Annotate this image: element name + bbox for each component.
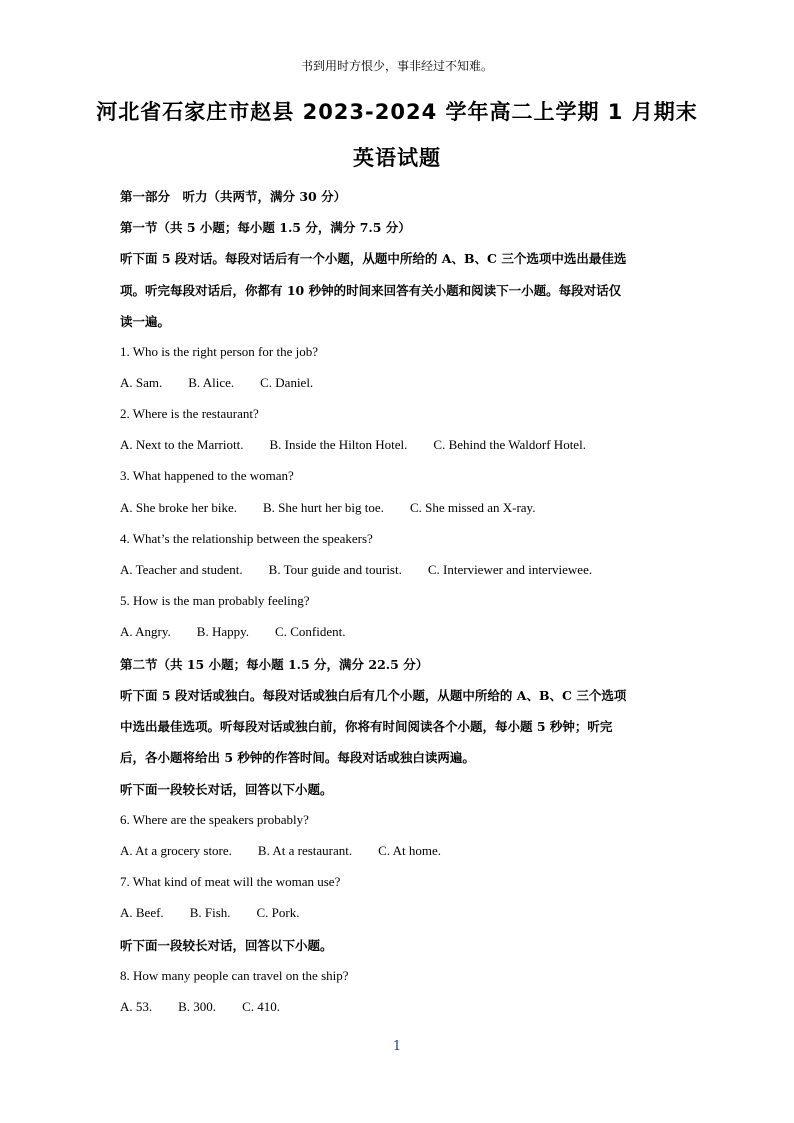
section2-instruction: 听下面 5 段对话或独白。每段对话或独白后有几个小题，从题中所给的 A、B、C 三个选项	[120, 688, 627, 703]
option: C. Interviewer and interviewee.	[427, 562, 593, 577]
question-options	[120, 437, 680, 453]
part1-heading: 第一部分 听力（共两节，满分 30 分）	[120, 189, 347, 204]
option: A. Next to the Marriott.	[120, 437, 244, 452]
question-text: 6. Where are the speakers probably?	[120, 812, 309, 827]
question-text: 2. Where is the restaurant?	[120, 406, 259, 421]
listening-prompt: 听下面一段较长对话，回答以下小题。	[120, 782, 333, 797]
option: A. Teacher and student.	[120, 562, 243, 577]
question-text: 8. How many people can travel on the ship?	[120, 968, 349, 983]
question-text: 1. Who is the right person for the job?	[120, 344, 318, 359]
section1-heading: 第一节（共 5 小题；每小题 1.5 分，满分 7.5 分）	[120, 220, 411, 235]
question-options	[120, 500, 680, 516]
motto: 书到用时方恨少，事非经过不知难。	[300, 59, 493, 73]
question-text: 7. What kind of meat will the woman use?	[120, 874, 341, 889]
option: B. At a restaurant.	[257, 843, 353, 858]
option: A. 53.	[120, 999, 153, 1014]
section2-instruction: 中选出最佳选项。听每段对话或独白前，你将有时间阅读各个小题，每小题 5 秒钟；听完	[120, 719, 613, 734]
option: A. Beef.	[120, 905, 164, 920]
exam-title: 河北省石家庄市赵县 2023-2024 学年高二上学期 1 月期末	[96, 100, 698, 124]
section2-heading: 第二节（共 15 小题；每小题 1.5 分，满分 22.5 分）	[120, 657, 429, 672]
option: B. Fish.	[189, 905, 231, 920]
exam-subtitle: 英语试题	[353, 146, 441, 170]
option: B. She hurt her big toe.	[262, 500, 384, 515]
question-text: 5. How is the man probably feeling?	[120, 593, 310, 608]
question-options	[120, 375, 680, 391]
section1-instruction: 听下面 5 段对话。每段对话后有一个小题，从题中所给的 A、B、C 三个选项中选出最佳选	[120, 251, 627, 266]
section1-instruction: 项。听完每段对话后，你都有 10 秒钟的时间来回答有关小题和阅读下一小题。每段对话仅	[120, 283, 622, 298]
option: B. Alice.	[188, 375, 235, 390]
option: A. Sam.	[120, 375, 163, 390]
option: C. Pork.	[256, 905, 300, 920]
question-text: 4. What’s the relationship between the speakers?	[120, 531, 373, 546]
option: B. Happy.	[196, 624, 250, 639]
option: C. Behind the Waldorf Hotel.	[433, 437, 586, 452]
question-options	[120, 562, 680, 578]
page-number: 1	[392, 1039, 402, 1054]
listening-prompt: 听下面一段较长对话，回答以下小题。	[120, 938, 333, 953]
question-options	[120, 843, 680, 859]
question-options	[120, 905, 680, 921]
option: C. Daniel.	[260, 375, 314, 390]
option: C. Confident.	[275, 624, 346, 639]
question-options	[120, 999, 680, 1015]
section2-instruction: 后，各小题将给出 5 秒钟的作答时间。每段对话或独白读两遍。	[120, 750, 475, 765]
option: A. Angry.	[120, 624, 171, 639]
option: C. She missed an X-ray.	[409, 500, 536, 515]
section1-instruction: 读一遍。	[120, 314, 171, 329]
option: B. Tour guide and tourist.	[268, 562, 402, 577]
question-text: 3. What happened to the woman?	[120, 468, 294, 483]
option: B. Inside the Hilton Hotel.	[269, 437, 408, 452]
question-options	[120, 624, 680, 640]
option: A. At a grocery store.	[120, 843, 232, 858]
option: C. At home.	[378, 843, 441, 858]
option: A. She broke her bike.	[120, 500, 237, 515]
option: B. 300.	[178, 999, 217, 1014]
option: C. 410.	[242, 999, 280, 1014]
